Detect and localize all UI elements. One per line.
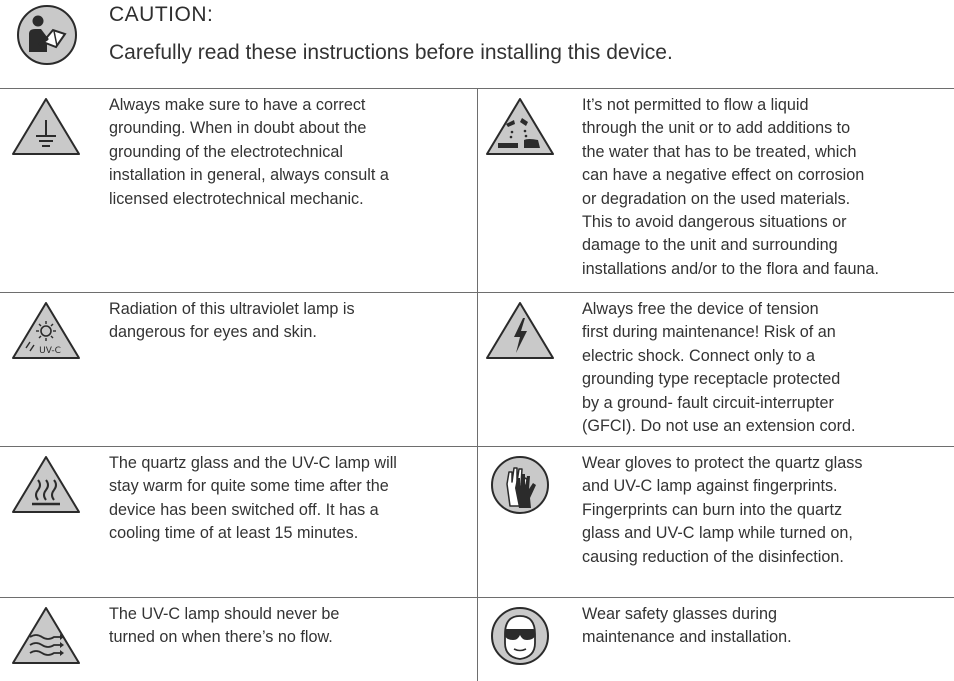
corrosive-warning-icon — [484, 96, 556, 158]
instruction-text: Wear safety glasses during maintenance and installation. — [582, 605, 792, 647]
wear-gloves-icon — [484, 454, 556, 516]
instruction-safety-glasses — [484, 605, 948, 677]
uv-c-icon-label: UV-C — [39, 346, 61, 356]
warning-hot-surface — [10, 454, 470, 592]
warning-text: The UV-C lamp should never be turned on when there’s no flow. — [109, 605, 340, 647]
grounding-warning-icon — [10, 96, 82, 158]
instruction-text: Wear gloves to protect the quartz glass and UV-C lamp against fingerprints. Fingerprints can burn into the quartz glass and UV-C lamp while turned on, causing reduction of the disinfection. — [582, 454, 863, 566]
warning-text: The quartz glass and the UV-C lamp will stay warm for quite some time after the device has been switched off. It has a cooling time of at least 15 minutes. — [109, 454, 397, 543]
warning-text: Always free the device of tension first during maintenance! Risk of an electric shock. Connect only to a grounding type receptacle protected by a ground- fault circuit-interrupter (GFCI). Do not use an extension cord. — [582, 300, 856, 436]
hot-surface-warning-icon — [10, 454, 82, 516]
flow-warning-icon — [10, 605, 82, 667]
warning-text: Always make sure to have a correct grounding. When in doubt about the grounding of the electrotechnical installation in general, always consult a licensed electrotechnical mechanic. — [109, 96, 389, 208]
column-divider — [477, 88, 478, 681]
uv-radiation-warning-icon — [10, 300, 82, 362]
electric-shock-warning-icon — [484, 300, 556, 362]
safety-glasses-icon — [484, 605, 556, 667]
warning-text: It’s not permitted to flow a liquid through the unit or to add additions to the water that has to be treated, which can have a negative effect on corrosion or degradation on the used materials. This to avoid dangerous situations or damage to the unit and surrounding installations and/or to the flora and fauna. — [582, 96, 879, 278]
warning-flow — [10, 605, 470, 677]
warning-electric-shock — [484, 300, 948, 440]
warning-corrosive — [484, 96, 948, 286]
page-title: CAUTION: — [109, 3, 214, 26]
warning-grounding — [10, 96, 470, 286]
page-subtitle: Carefully read these instructions before installing this device. — [109, 41, 673, 64]
caution-header — [0, 0, 954, 88]
warning-uv-radiation — [10, 300, 470, 440]
warning-text: Radiation of this ultraviolet lamp is dangerous for eyes and skin. — [109, 300, 355, 342]
instruction-wear-gloves — [484, 454, 948, 592]
read-manual-icon — [16, 4, 78, 66]
